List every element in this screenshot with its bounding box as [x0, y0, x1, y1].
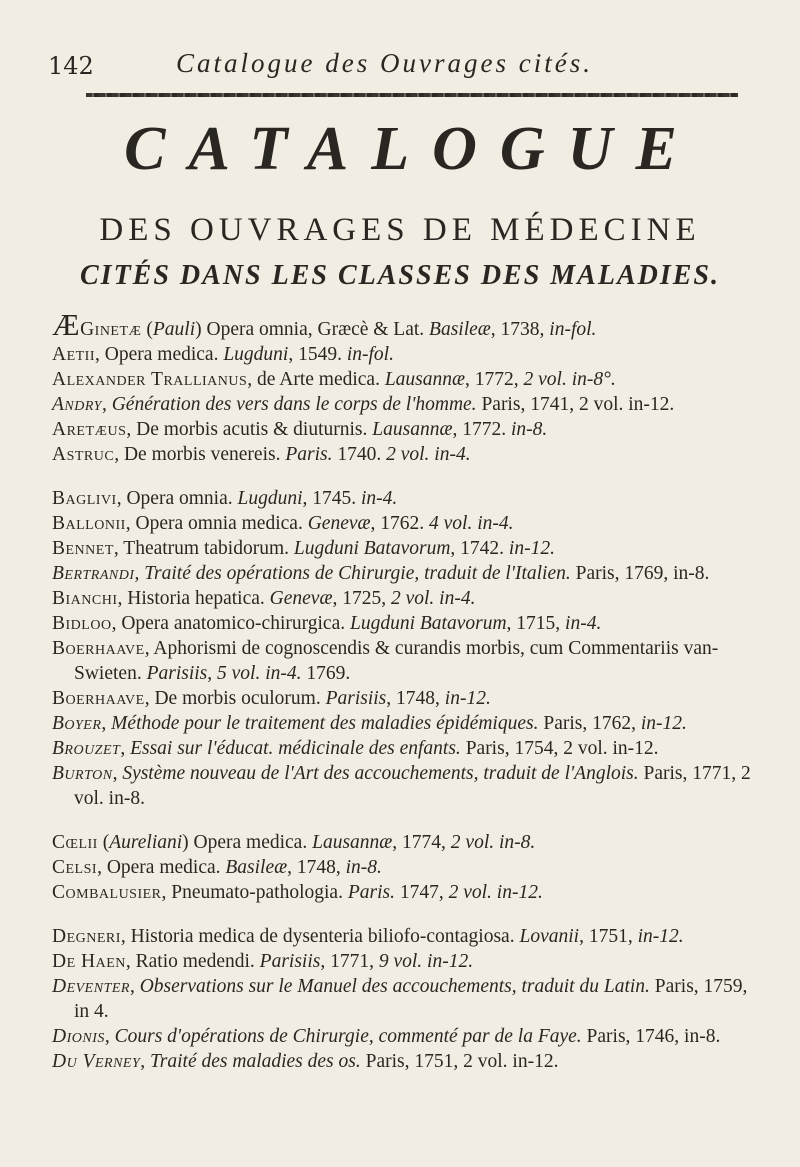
entry-text: ) Opera medica.	[182, 832, 313, 853]
entry-italic-text: 5 vol. in-4.	[217, 663, 302, 684]
entry-italic-text: Essai sur l'éducat. médicinale des enfants.	[130, 738, 461, 759]
entry-author: Boerhaave	[52, 688, 145, 709]
catalogue-entry	[52, 880, 754, 905]
catalogue-entry	[52, 855, 754, 880]
entry-italic-text: in-12.	[640, 713, 687, 734]
entry-italic-text: Observations sur le Manuel des accouchements, traduit du Latin.	[139, 976, 650, 997]
catalogue-entry	[52, 761, 754, 811]
entry-text: Paris, 1769, in-8.	[570, 563, 710, 584]
entry-italic-text: Lugduni	[237, 488, 303, 509]
entry-author: Degneri	[52, 926, 121, 947]
entry-italic-text: Genevæ	[269, 588, 333, 609]
entry-text: , 1772,	[465, 369, 524, 390]
entry-text: 1740.	[332, 444, 387, 465]
entry-text: , Pneumato-pathologia.	[161, 882, 348, 903]
entry-author: Dionis	[52, 1026, 105, 1047]
entry-italic-text: 9 vol. in-12.	[378, 951, 474, 972]
entry-italic-text: Basileæ	[225, 857, 288, 878]
entry-italic-text: 2 vol. in-8°.	[523, 369, 616, 390]
entry-text: Paris, 1771, 2 vol. in-8.	[74, 763, 751, 809]
catalogue-entry	[52, 367, 754, 392]
entry-italic-text: in-12.	[637, 926, 684, 947]
entry-text: , de Arte medica.	[247, 369, 385, 390]
entry-text: ,	[120, 738, 131, 759]
catalogue-entry	[52, 1024, 754, 1049]
entry-text: , Aphorismi de cognoscendis & curandis morbis, cum Commentariis van-Swieten.	[74, 638, 719, 684]
entry-text: ,	[104, 1026, 115, 1047]
entry-text: Paris, 1762,	[538, 713, 641, 734]
catalogue-entry	[52, 511, 754, 536]
entry-italic-text: in-4.	[565, 613, 602, 634]
catalogue-entry	[52, 417, 754, 442]
entry-italic-text: Système nouveau de l'Art des accouchements, traduit de l'Anglois.	[122, 763, 639, 784]
entry-text: ,	[101, 713, 112, 734]
entry-text: ) Opera omnia, Græcè & Lat.	[195, 319, 430, 340]
entry-text: ,	[140, 1051, 151, 1072]
entry-text: , Opera medica.	[97, 857, 226, 878]
entry-italic-text: in-12.	[444, 688, 491, 709]
entry-italic-text: 2 vol. in-4.	[390, 588, 476, 609]
entry-italic-text: Parisiis	[325, 688, 387, 709]
entry-italic-text: Lovanii	[519, 926, 580, 947]
catalogue-entry	[52, 686, 754, 711]
entry-author: Baglivi	[52, 488, 117, 509]
entry-text: , Opera omnia medica.	[125, 513, 308, 534]
catalogue-entry	[52, 736, 754, 761]
entry-italic-text: Lausannæ	[384, 369, 466, 390]
entry-author: Celsi	[52, 857, 98, 878]
running-head	[48, 46, 740, 86]
entry-text: Paris, 1741, 2 vol. in-12.	[476, 394, 675, 415]
entry-text: , 1748,	[287, 857, 346, 878]
catalogue-entry	[52, 1049, 754, 1074]
entry-author: Andry	[52, 394, 102, 415]
catalogue-entry	[52, 486, 754, 511]
entry-text: , Historia medica de dysenteria biliofo-contagiosa.	[120, 926, 520, 947]
entry-italic-text: in-fol.	[346, 344, 394, 365]
entry-text: , 1772.	[452, 419, 511, 440]
entry-text: 1747,	[394, 882, 449, 903]
entry-text: ,	[101, 394, 112, 415]
catalogue-entry	[52, 924, 754, 949]
entry-author: Ginetæ	[80, 319, 142, 340]
page-title: CATALOGUE	[124, 115, 700, 183]
entry-italic-text: Parisiis	[259, 951, 321, 972]
entry-text: ,	[134, 563, 145, 584]
entry-text: , Opera medica.	[95, 344, 224, 365]
entry-italic-text: in-12.	[508, 538, 555, 559]
entry-italic-text: Méthode pour le traitement des maladies épidémiques.	[111, 713, 539, 734]
entry-author: Astruc	[52, 444, 115, 465]
entry-author: Aetii	[52, 344, 96, 365]
entry-author: Alexander Trallianus	[52, 369, 248, 390]
entry-author: Burton	[52, 763, 113, 784]
entry-italic-text: 4 vol. in-4.	[429, 513, 514, 534]
entry-text: Paris, 1746, in-8.	[581, 1026, 721, 1047]
entry-italic-text: in-fol.	[549, 319, 597, 340]
catalogue-entry	[52, 392, 754, 417]
entry-text: , De morbis acutis & diuturnis.	[126, 419, 373, 440]
entry-text: Paris, 1751, 2 vol. in-12.	[360, 1051, 559, 1072]
entry-italic-text: Lugduni	[223, 344, 289, 365]
catalogue-entry	[52, 307, 754, 342]
entry-text: , 1771,	[320, 951, 379, 972]
entry-text: , 1751,	[579, 926, 638, 947]
entry-author: De Haen	[52, 951, 126, 972]
entry-text: , 1738,	[490, 319, 550, 340]
entry-italic-text: Lugduni Batavorum	[349, 613, 507, 634]
entry-text: ,	[112, 763, 123, 784]
entry-italic-text: Pauli	[152, 319, 196, 340]
entry-text: (	[97, 832, 110, 853]
catalogue-entry	[52, 636, 754, 686]
page-number: 142	[48, 52, 94, 80]
entry-italic-text: Traité des maladies des os.	[150, 1051, 361, 1072]
entry-initial: Æ	[52, 307, 81, 342]
entry-text: (	[141, 319, 153, 340]
page-subtitle-2: CITÉS DANS LES CLASSES DES MALADIES.	[80, 260, 720, 291]
catalogue-entry	[52, 974, 754, 1024]
entry-text: , 1774,	[392, 832, 451, 853]
entry-italic-text: Lausannæ	[312, 832, 393, 853]
entry-text: Paris, 1759, in 4.	[74, 976, 748, 1022]
catalogue-entry	[52, 611, 754, 636]
entry-text: , 1762.	[370, 513, 430, 534]
entry-author: Ballonii	[52, 513, 126, 534]
catalogue-entries	[52, 307, 754, 1074]
catalogue-entry	[52, 711, 754, 736]
entry-text: ,	[129, 976, 140, 997]
entry-author: Bennet	[52, 538, 114, 559]
entry-text: , Opera anatomico-chirurgica.	[111, 613, 350, 634]
entry-text: , De morbis venereis.	[114, 444, 286, 465]
entry-text: , 1549.	[288, 344, 347, 365]
entry-author: Bertrandi	[52, 563, 135, 584]
catalogue-entry	[52, 536, 754, 561]
catalogue-entry	[52, 442, 754, 467]
entry-italic-text: Aureliani	[109, 832, 183, 853]
running-title: Catalogue des Ouvrages cités.	[176, 48, 593, 78]
entry-author: Aretæus	[52, 419, 127, 440]
entry-italic-text: 2 vol. in-12.	[448, 882, 543, 903]
catalogue-entry	[52, 561, 754, 586]
entry-text: Paris, 1754, 2 vol. in-12.	[460, 738, 659, 759]
entry-author: Bianchi	[52, 588, 118, 609]
entry-italic-text: in-8.	[345, 857, 382, 878]
catalogue-entry	[52, 949, 754, 974]
entry-italic-text: Parisiis	[146, 663, 208, 684]
entry-italic-text: Paris.	[347, 882, 395, 903]
entry-text: , Historia hepatica.	[117, 588, 270, 609]
entry-italic-text: Génération des vers dans le corps de l'homme.	[111, 394, 477, 415]
catalogue-entry	[52, 342, 754, 367]
entry-italic-text: Paris.	[285, 444, 333, 465]
entry-author: Combalusier	[52, 882, 162, 903]
entry-italic-text: Genevæ	[307, 513, 371, 534]
entry-italic-text: in-8.	[510, 419, 548, 440]
entry-text: , Ratio medendi.	[125, 951, 260, 972]
entry-text: , 1725,	[332, 588, 391, 609]
entry-italic-text: Basileæ	[429, 319, 491, 340]
entry-text: , 1745.	[302, 488, 361, 509]
entry-author: Cœlii	[52, 832, 98, 853]
entry-italic-text: 2 vol. in-8.	[450, 832, 536, 853]
entry-text: , Theatrum tabidorum.	[113, 538, 294, 559]
entry-italic-text: Traité des opérations de Chirurgie, traduit de l'Italien.	[144, 563, 571, 584]
entry-italic-text: Lugduni Batavorum	[293, 538, 451, 559]
catalogue-entry	[52, 830, 754, 855]
entry-text: , 1742.	[450, 538, 509, 559]
entry-italic-text: Cours d'opérations de Chirurgie, commenté par de la Faye.	[114, 1026, 582, 1047]
entry-author: Boerhaave	[52, 638, 145, 659]
entry-text: , Opera omnia.	[116, 488, 238, 509]
entry-author: Boyer	[52, 713, 102, 734]
entry-author: Du Verney	[52, 1051, 141, 1072]
entry-text: 1769.	[301, 663, 351, 684]
ornamental-rule	[86, 93, 738, 97]
entry-text: , De morbis oculorum.	[144, 688, 326, 709]
catalogue-entry	[52, 586, 754, 611]
entry-italic-text: in-4.	[361, 488, 398, 509]
entry-italic-text: Lausannæ	[372, 419, 453, 440]
entry-author: Bidloo	[52, 613, 112, 634]
entry-author: Brouzet	[52, 738, 121, 759]
entry-author: Deventer	[52, 976, 130, 997]
entry-text: ,	[207, 663, 218, 684]
entry-text: , 1715,	[506, 613, 566, 634]
entry-text: , 1748,	[386, 688, 445, 709]
entry-italic-text: 2 vol. in-4.	[386, 444, 471, 465]
page-subtitle: DES OUVRAGES DE MÉDECINE	[99, 212, 701, 248]
